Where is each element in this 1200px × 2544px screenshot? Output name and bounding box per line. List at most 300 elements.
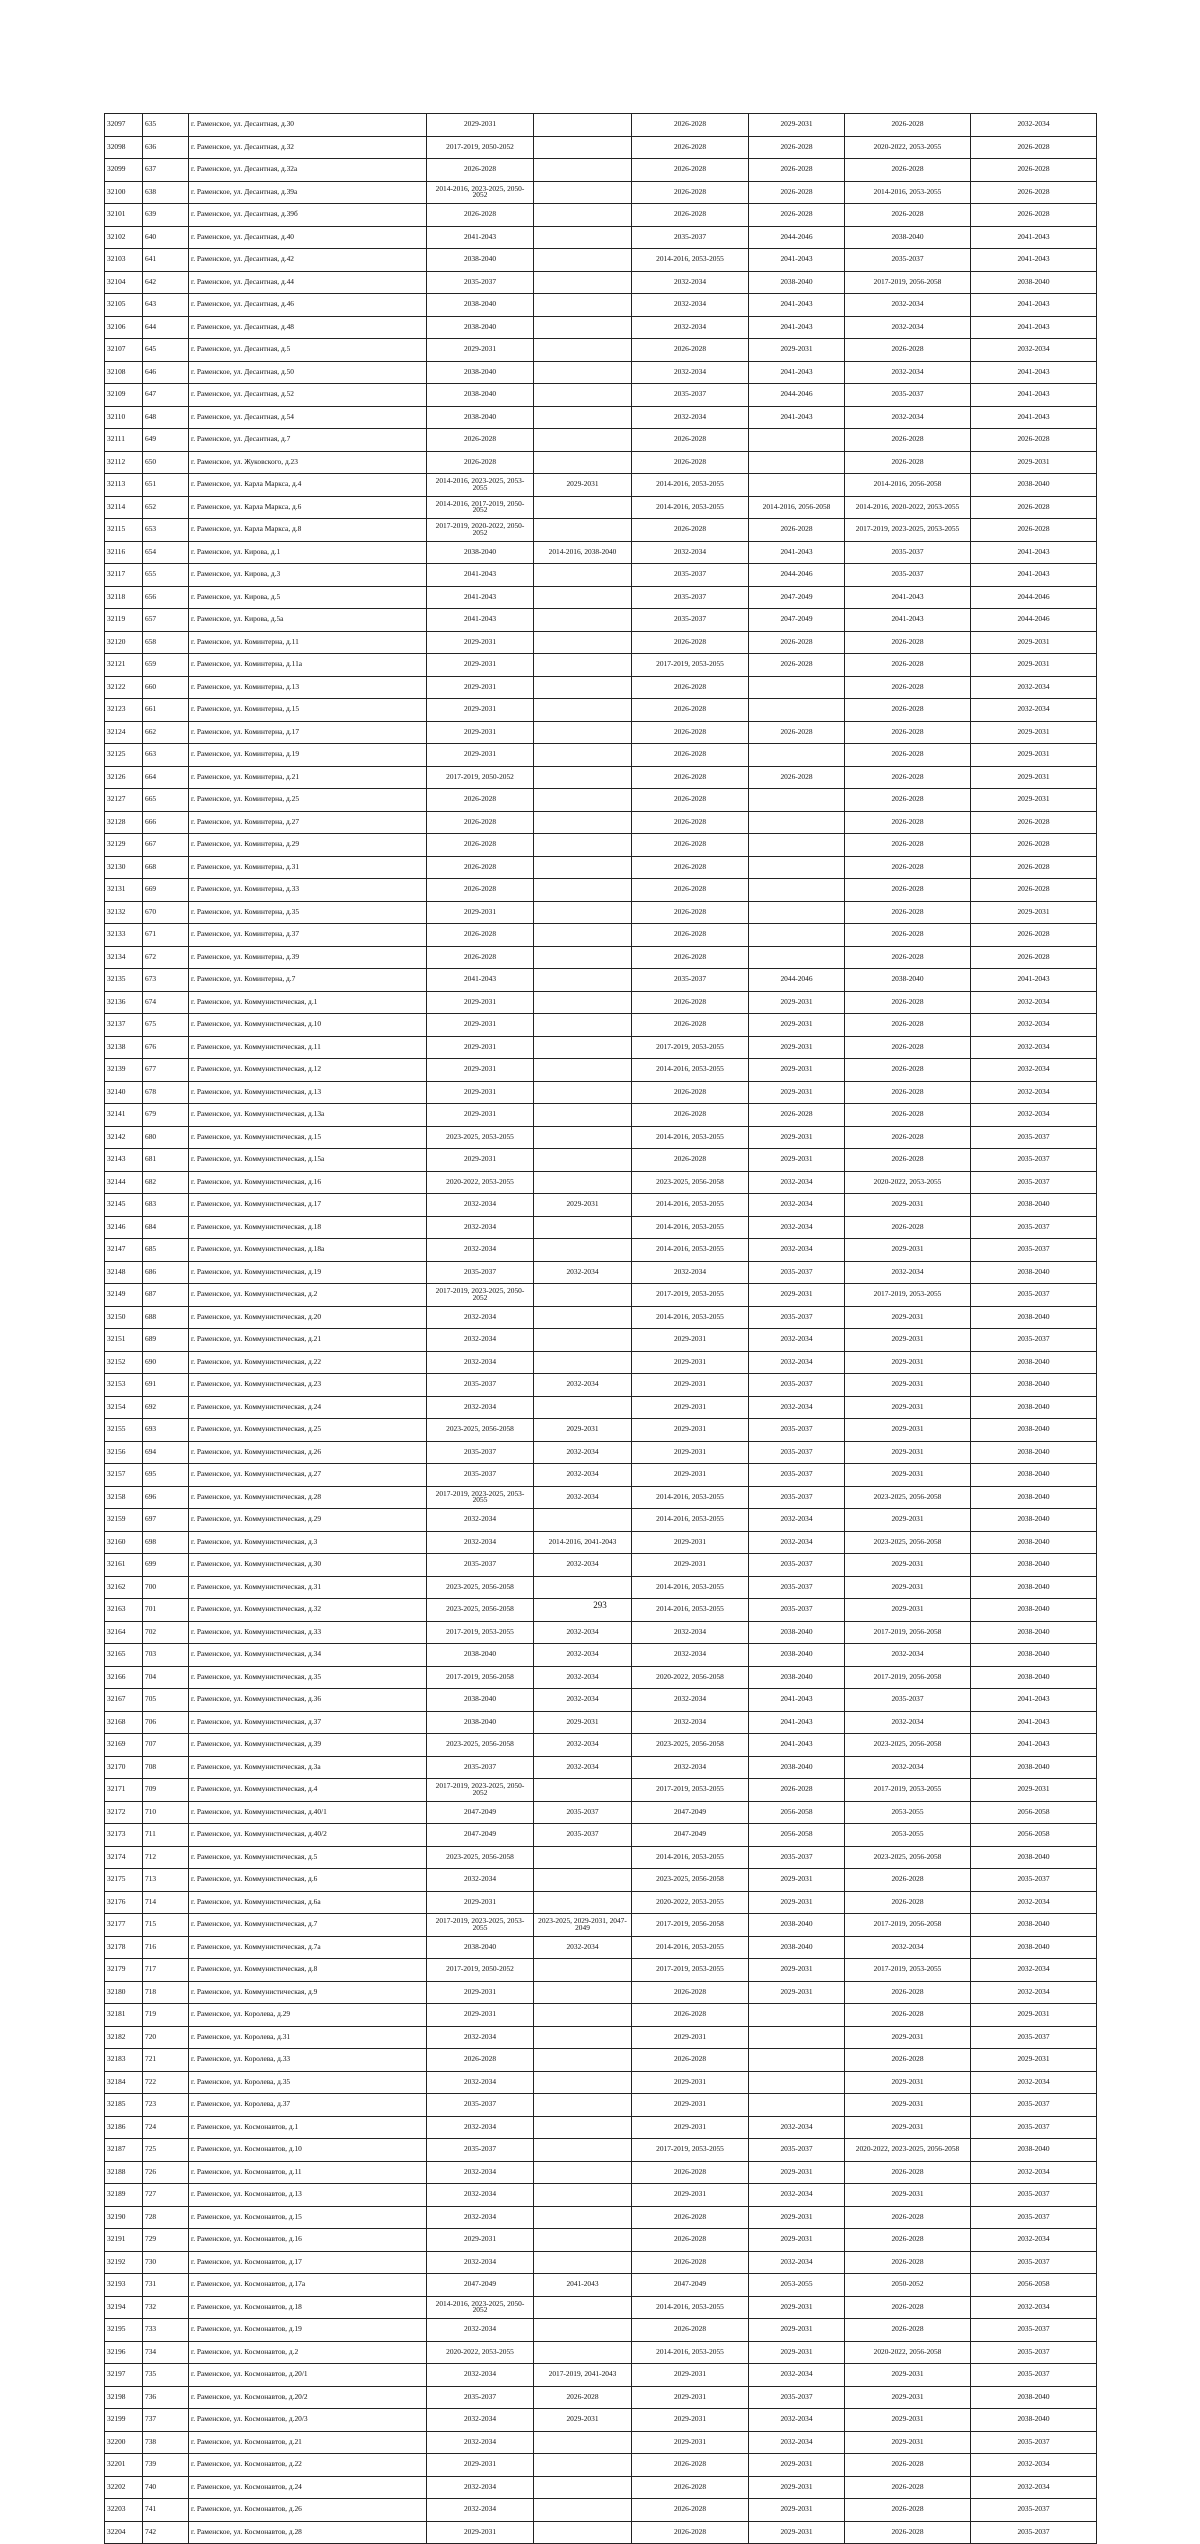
table-row (105, 519, 1097, 542)
period-4-cell: 2026-2028 (749, 631, 845, 654)
period-3-cell: 2029-2031 (632, 1396, 749, 1419)
address-cell: г. Раменское, ул. Космонавтов, д.20/3 (189, 2409, 427, 2432)
period-3-cell: 2026-2028 (632, 1104, 749, 1127)
table-row (105, 1824, 1097, 1847)
row-number-cell: 32110 (105, 406, 143, 429)
period-1-cell: 2038-2040 (427, 406, 534, 429)
table-row (105, 204, 1097, 227)
item-number-cell: 676 (143, 1036, 189, 1059)
period-3-cell: 2032-2034 (632, 406, 749, 429)
table-row (105, 969, 1097, 992)
table-row (105, 2026, 1097, 2049)
period-6-cell: 2035-2037 (971, 1869, 1097, 1892)
item-number-cell: 731 (143, 2274, 189, 2297)
item-number-cell: 682 (143, 1171, 189, 1194)
period-4-cell: 2029-2031 (749, 1036, 845, 1059)
period-3-cell: 2029-2031 (632, 2386, 749, 2409)
period-5-cell: 2029-2031 (845, 1576, 971, 1599)
row-number-cell: 32183 (105, 2049, 143, 2072)
item-number-cell: 665 (143, 789, 189, 812)
period-5-cell: 2020-2022, 2053-2055 (845, 1171, 971, 1194)
period-4-cell (749, 946, 845, 969)
period-4-cell: 2032-2034 (749, 1396, 845, 1419)
period-5-cell: 2032-2034 (845, 1261, 971, 1284)
period-6-cell: 2029-2031 (971, 789, 1097, 812)
row-number-cell: 32178 (105, 1936, 143, 1959)
period-4-cell: 2032-2034 (749, 2364, 845, 2387)
item-number-cell: 703 (143, 1644, 189, 1667)
period-3-cell: 2026-2028 (632, 631, 749, 654)
period-1-cell: 2029-2031 (427, 1081, 534, 1104)
period-5-cell: 2053-2055 (845, 1801, 971, 1824)
table-row (105, 1104, 1097, 1127)
period-3-cell: 2017-2019, 2053-2055 (632, 654, 749, 677)
period-3-cell: 2026-2028 (632, 2049, 749, 2072)
period-6-cell: 2032-2034 (971, 1014, 1097, 1037)
period-5-cell: 2026-2028 (845, 1869, 971, 1892)
period-6-cell: 2026-2028 (971, 429, 1097, 452)
period-2-cell: 2023-2025, 2029-2031, 2047-2049 (534, 1914, 632, 1937)
period-2-cell (534, 2116, 632, 2139)
table-row (105, 361, 1097, 384)
period-4-cell (749, 789, 845, 812)
period-2-cell (534, 159, 632, 182)
table-row (105, 271, 1097, 294)
period-4-cell: 2044-2046 (749, 969, 845, 992)
period-2-cell (534, 519, 632, 542)
table-row (105, 2229, 1097, 2252)
period-2-cell (534, 2521, 632, 2544)
item-number-cell: 678 (143, 1081, 189, 1104)
row-number-cell: 32142 (105, 1126, 143, 1149)
period-5-cell: 2023-2025, 2056-2058 (845, 1486, 971, 1509)
period-6-cell: 2035-2037 (971, 1216, 1097, 1239)
row-number-cell: 32191 (105, 2229, 143, 2252)
table-row (105, 676, 1097, 699)
period-2-cell: 2032-2034 (534, 1689, 632, 1712)
period-5-cell: 2026-2028 (845, 879, 971, 902)
period-4-cell: 2026-2028 (749, 654, 845, 677)
period-3-cell: 2047-2049 (632, 1824, 749, 1847)
period-3-cell: 2026-2028 (632, 2161, 749, 2184)
period-4-cell: 2038-2040 (749, 1644, 845, 1667)
item-number-cell: 713 (143, 1869, 189, 1892)
table-row (105, 2364, 1097, 2387)
period-3-cell: 2026-2028 (632, 2476, 749, 2499)
period-6-cell: 2035-2037 (971, 1329, 1097, 1352)
period-1-cell: 2047-2049 (427, 1801, 534, 1824)
period-3-cell: 2026-2028 (632, 159, 749, 182)
address-cell: г. Раменское, ул. Десантная, д.52 (189, 384, 427, 407)
period-6-cell: 2041-2043 (971, 294, 1097, 317)
period-2-cell (534, 654, 632, 677)
period-1-cell: 2017-2019, 2023-2025, 2053-2055 (427, 1486, 534, 1509)
period-1-cell: 2017-2019, 2023-2025, 2053-2055 (427, 1914, 534, 1937)
item-number-cell: 679 (143, 1104, 189, 1127)
period-5-cell: 2026-2028 (845, 1126, 971, 1149)
period-1-cell: 2032-2034 (427, 2184, 534, 2207)
table-body (105, 114, 1097, 2544)
period-4-cell (749, 676, 845, 699)
period-2-cell (534, 2071, 632, 2094)
item-number-cell: 673 (143, 969, 189, 992)
period-3-cell: 2026-2028 (632, 2004, 749, 2027)
period-5-cell: 2026-2028 (845, 1216, 971, 1239)
row-number-cell: 32188 (105, 2161, 143, 2184)
period-2-cell (534, 2476, 632, 2499)
period-3-cell: 2029-2031 (632, 2409, 749, 2432)
item-number-cell: 698 (143, 1531, 189, 1554)
period-4-cell (749, 834, 845, 857)
row-number-cell: 32146 (105, 1216, 143, 1239)
period-5-cell: 2026-2028 (845, 856, 971, 879)
table-row (105, 2071, 1097, 2094)
address-cell: г. Раменское, ул. Коммунистическая, д.34 (189, 1644, 427, 1667)
row-number-cell: 32135 (105, 969, 143, 992)
schedule-table (104, 113, 1097, 2544)
period-5-cell: 2029-2031 (845, 1194, 971, 1217)
table-row (105, 1239, 1097, 1262)
period-5-cell: 2029-2031 (845, 1599, 971, 1622)
address-cell: г. Раменское, ул. Космонавтов, д.1 (189, 2116, 427, 2139)
row-number-cell: 32182 (105, 2026, 143, 2049)
period-1-cell: 2038-2040 (427, 384, 534, 407)
period-1-cell: 2032-2034 (427, 1194, 534, 1217)
address-cell: г. Раменское, ул. Карла Маркса, д.4 (189, 474, 427, 497)
address-cell: г. Раменское, ул. Коммунистическая, д.7а (189, 1936, 427, 1959)
period-6-cell: 2026-2028 (971, 519, 1097, 542)
period-1-cell: 2029-2031 (427, 676, 534, 699)
address-cell: г. Раменское, ул. Коминтерна, д.31 (189, 856, 427, 879)
item-number-cell: 722 (143, 2071, 189, 2094)
address-cell: г. Раменское, ул. Космонавтов, д.24 (189, 2476, 427, 2499)
address-cell: г. Раменское, ул. Космонавтов, д.20/1 (189, 2364, 427, 2387)
table-row (105, 834, 1097, 857)
period-1-cell: 2035-2037 (427, 1374, 534, 1397)
item-number-cell: 727 (143, 2184, 189, 2207)
period-5-cell: 2026-2028 (845, 631, 971, 654)
period-2-cell (534, 2431, 632, 2454)
period-3-cell: 2023-2025, 2056-2058 (632, 1171, 749, 1194)
item-number-cell: 684 (143, 1216, 189, 1239)
table-row (105, 2004, 1097, 2027)
period-3-cell: 2035-2037 (632, 969, 749, 992)
period-1-cell: 2032-2034 (427, 2251, 534, 2274)
item-number-cell: 636 (143, 136, 189, 159)
table-row (105, 339, 1097, 362)
period-3-cell: 2035-2037 (632, 564, 749, 587)
address-cell: г. Раменское, ул. Коммунистическая, д.30 (189, 1554, 427, 1577)
period-3-cell: 2014-2016, 2053-2055 (632, 249, 749, 272)
address-cell: г. Раменское, ул. Коммунистическая, д.12 (189, 1059, 427, 1082)
address-cell: г. Раменское, ул. Десантная, д.32а (189, 159, 427, 182)
address-cell: г. Раменское, ул. Коммунистическая, д.10 (189, 1014, 427, 1037)
period-4-cell: 2014-2016, 2056-2058 (749, 496, 845, 519)
period-4-cell: 2029-2031 (749, 2499, 845, 2522)
row-number-cell: 32176 (105, 1891, 143, 1914)
period-3-cell: 2029-2031 (632, 2184, 749, 2207)
row-number-cell: 32098 (105, 136, 143, 159)
period-3-cell: 2026-2028 (632, 2454, 749, 2477)
address-cell: г. Раменское, ул. Десантная, д.39б (189, 204, 427, 227)
period-3-cell: 2029-2031 (632, 2071, 749, 2094)
table-row (105, 1419, 1097, 1442)
period-1-cell: 2032-2034 (427, 1869, 534, 1892)
address-cell: г. Раменское, ул. Коммунистическая, д.40/1 (189, 1801, 427, 1824)
period-2-cell (534, 721, 632, 744)
address-cell: г. Раменское, ул. Коммунистическая, д.9 (189, 1981, 427, 2004)
period-5-cell: 2026-2028 (845, 901, 971, 924)
table-row (105, 2206, 1097, 2229)
address-cell: г. Раменское, ул. Коммунистическая, д.27 (189, 1464, 427, 1487)
period-4-cell: 2029-2031 (749, 2319, 845, 2342)
period-6-cell: 2032-2034 (971, 1104, 1097, 1127)
period-2-cell (534, 699, 632, 722)
period-6-cell: 2032-2034 (971, 699, 1097, 722)
item-number-cell: 667 (143, 834, 189, 857)
period-2-cell (534, 429, 632, 452)
address-cell: г. Раменское, ул. Кирова, д.3 (189, 564, 427, 587)
row-number-cell: 32163 (105, 1599, 143, 1622)
period-6-cell: 2041-2043 (971, 1711, 1097, 1734)
period-2-cell: 2032-2034 (534, 1486, 632, 1509)
period-3-cell: 2029-2031 (632, 2116, 749, 2139)
period-5-cell: 2026-2028 (845, 654, 971, 677)
table-row (105, 1059, 1097, 1082)
row-number-cell: 32156 (105, 1441, 143, 1464)
period-2-cell (534, 2341, 632, 2364)
item-number-cell: 680 (143, 1126, 189, 1149)
row-number-cell: 32148 (105, 1261, 143, 1284)
row-number-cell: 32155 (105, 1419, 143, 1442)
period-2-cell (534, 114, 632, 137)
period-4-cell: 2026-2028 (749, 181, 845, 204)
period-1-cell: 2026-2028 (427, 924, 534, 947)
period-5-cell: 2017-2019, 2056-2058 (845, 1666, 971, 1689)
row-number-cell: 32124 (105, 721, 143, 744)
item-number-cell: 714 (143, 1891, 189, 1914)
table-row (105, 2274, 1097, 2297)
row-number-cell: 32128 (105, 811, 143, 834)
period-5-cell: 2029-2031 (845, 1554, 971, 1577)
table-row (105, 2184, 1097, 2207)
period-3-cell: 2017-2019, 2053-2055 (632, 1959, 749, 1982)
row-number-cell: 32151 (105, 1329, 143, 1352)
table-row (105, 2296, 1097, 2319)
address-cell: г. Раменское, ул. Космонавтов, д.11 (189, 2161, 427, 2184)
period-1-cell: 2026-2028 (427, 2049, 534, 2072)
address-cell: г. Раменское, ул. Коммунистическая, д.25 (189, 1419, 427, 1442)
address-cell: г. Раменское, ул. Десантная, д.5 (189, 339, 427, 362)
period-6-cell: 2038-2040 (971, 1306, 1097, 1329)
row-number-cell: 32174 (105, 1846, 143, 1869)
period-3-cell: 2032-2034 (632, 316, 749, 339)
table-row (105, 159, 1097, 182)
period-3-cell: 2026-2028 (632, 699, 749, 722)
period-4-cell: 2026-2028 (749, 766, 845, 789)
table-row (105, 1396, 1097, 1419)
period-1-cell: 2029-2031 (427, 901, 534, 924)
period-5-cell: 2032-2034 (845, 1644, 971, 1667)
item-number-cell: 691 (143, 1374, 189, 1397)
period-3-cell: 2026-2028 (632, 1081, 749, 1104)
address-cell: г. Раменское, ул. Коммунистическая, д.5 (189, 1846, 427, 1869)
table-row (105, 406, 1097, 429)
row-number-cell: 32167 (105, 1689, 143, 1712)
period-4-cell (749, 2071, 845, 2094)
period-5-cell: 2041-2043 (845, 609, 971, 632)
period-5-cell: 2020-2022, 2056-2058 (845, 2341, 971, 2364)
address-cell: г. Раменское, ул. Космонавтов, д.19 (189, 2319, 427, 2342)
period-5-cell: 2026-2028 (845, 1059, 971, 1082)
table-row (105, 1194, 1097, 1217)
table-row (105, 1959, 1097, 1982)
period-3-cell: 2014-2016, 2053-2055 (632, 1216, 749, 1239)
period-5-cell: 2026-2028 (845, 1891, 971, 1914)
period-1-cell: 2032-2034 (427, 2499, 534, 2522)
period-2-cell: 2029-2031 (534, 1194, 632, 1217)
period-3-cell: 2026-2028 (632, 339, 749, 362)
address-cell: г. Раменское, ул. Коммунистическая, д.11 (189, 1036, 427, 1059)
period-3-cell: 2032-2034 (632, 1756, 749, 1779)
item-number-cell: 716 (143, 1936, 189, 1959)
period-3-cell: 2020-2022, 2053-2055 (632, 1891, 749, 1914)
period-5-cell: 2026-2028 (845, 451, 971, 474)
period-4-cell: 2026-2028 (749, 1104, 845, 1127)
period-5-cell: 2026-2028 (845, 2521, 971, 2544)
address-cell: г. Раменское, ул. Коммунистическая, д.18а (189, 1239, 427, 1262)
address-cell: г. Раменское, ул. Десантная, д.39а (189, 181, 427, 204)
period-5-cell: 2026-2028 (845, 2251, 971, 2274)
period-1-cell: 2017-2019, 2050-2052 (427, 766, 534, 789)
period-4-cell: 2047-2049 (749, 586, 845, 609)
period-1-cell: 2029-2031 (427, 699, 534, 722)
period-5-cell: 2017-2019, 2023-2025, 2053-2055 (845, 519, 971, 542)
period-1-cell: 2029-2031 (427, 654, 534, 677)
period-6-cell: 2026-2028 (971, 924, 1097, 947)
period-2-cell (534, 2296, 632, 2319)
row-number-cell: 32136 (105, 991, 143, 1014)
address-cell: г. Раменское, ул. Коммунистическая, д.20 (189, 1306, 427, 1329)
table-row (105, 1711, 1097, 1734)
period-6-cell: 2035-2037 (971, 2251, 1097, 2274)
period-4-cell: 2026-2028 (749, 159, 845, 182)
period-2-cell: 2032-2034 (534, 1464, 632, 1487)
item-number-cell: 718 (143, 1981, 189, 2004)
period-2-cell (534, 969, 632, 992)
period-2-cell (534, 1284, 632, 1307)
table-row (105, 1644, 1097, 1667)
row-number-cell: 32140 (105, 1081, 143, 1104)
period-3-cell: 2029-2031 (632, 1554, 749, 1577)
item-number-cell: 726 (143, 2161, 189, 2184)
period-3-cell: 2026-2028 (632, 204, 749, 227)
period-4-cell: 2029-2031 (749, 2296, 845, 2319)
period-1-cell: 2035-2037 (427, 2094, 534, 2117)
period-5-cell: 2029-2031 (845, 1441, 971, 1464)
period-4-cell: 2029-2031 (749, 1981, 845, 2004)
period-4-cell: 2032-2034 (749, 1171, 845, 1194)
period-6-cell: 2038-2040 (971, 1846, 1097, 1869)
period-4-cell: 2056-2058 (749, 1801, 845, 1824)
period-2-cell: 2035-2037 (534, 1824, 632, 1847)
period-3-cell: 2047-2049 (632, 2274, 749, 2297)
period-3-cell: 2014-2016, 2053-2055 (632, 1239, 749, 1262)
period-2-cell (534, 1981, 632, 2004)
row-number-cell: 32179 (105, 1959, 143, 1982)
item-number-cell: 738 (143, 2431, 189, 2454)
address-cell: г. Раменское, ул. Коммунистическая, д.40/2 (189, 1824, 427, 1847)
row-number-cell: 32145 (105, 1194, 143, 1217)
period-5-cell: 2041-2043 (845, 586, 971, 609)
period-1-cell: 2014-2016, 2023-2025, 2053-2055 (427, 474, 534, 497)
row-number-cell: 32172 (105, 1801, 143, 1824)
table-row (105, 586, 1097, 609)
item-number-cell: 638 (143, 181, 189, 204)
address-cell: г. Раменское, ул. Коммунистическая, д.13а (189, 1104, 427, 1127)
period-1-cell: 2041-2043 (427, 586, 534, 609)
period-2-cell: 2032-2034 (534, 1374, 632, 1397)
address-cell: г. Раменское, ул. Космонавтов, д.18 (189, 2296, 427, 2319)
row-number-cell: 32152 (105, 1351, 143, 1374)
period-5-cell: 2017-2019, 2053-2055 (845, 1959, 971, 1982)
period-2-cell: 2029-2031 (534, 474, 632, 497)
address-cell: г. Раменское, ул. Коминтерна, д.21 (189, 766, 427, 789)
item-number-cell: 664 (143, 766, 189, 789)
item-number-cell: 639 (143, 204, 189, 227)
row-number-cell: 32106 (105, 316, 143, 339)
period-1-cell: 2017-2019, 2056-2058 (427, 1666, 534, 1689)
period-6-cell: 2038-2040 (971, 2409, 1097, 2432)
period-2-cell (534, 879, 632, 902)
table-row (105, 541, 1097, 564)
period-6-cell: 2038-2040 (971, 1756, 1097, 1779)
item-number-cell: 692 (143, 1396, 189, 1419)
period-6-cell: 2032-2034 (971, 2161, 1097, 2184)
period-2-cell (534, 1869, 632, 1892)
period-4-cell: 2029-2031 (749, 991, 845, 1014)
item-number-cell: 644 (143, 316, 189, 339)
table-row (105, 1576, 1097, 1599)
item-number-cell: 712 (143, 1846, 189, 1869)
period-3-cell: 2026-2028 (632, 879, 749, 902)
period-1-cell: 2029-2031 (427, 114, 534, 137)
period-1-cell: 2026-2028 (427, 451, 534, 474)
period-6-cell: 2032-2034 (971, 1959, 1097, 1982)
period-3-cell: 2014-2016, 2053-2055 (632, 1486, 749, 1509)
item-number-cell: 685 (143, 1239, 189, 1262)
period-5-cell: 2026-2028 (845, 2499, 971, 2522)
row-number-cell: 32101 (105, 204, 143, 227)
period-2-cell (534, 271, 632, 294)
table-row (105, 991, 1097, 1014)
period-4-cell: 2041-2043 (749, 294, 845, 317)
period-2-cell: 2032-2034 (534, 1756, 632, 1779)
item-number-cell: 690 (143, 1351, 189, 1374)
period-5-cell: 2014-2016, 2056-2058 (845, 474, 971, 497)
address-cell: г. Раменское, ул. Коммунистическая, д.26 (189, 1441, 427, 1464)
period-2-cell (534, 586, 632, 609)
period-2-cell (534, 946, 632, 969)
address-cell: г. Раменское, ул. Коммунистическая, д.16 (189, 1171, 427, 1194)
period-2-cell: 2032-2034 (534, 1666, 632, 1689)
period-6-cell: 2026-2028 (971, 811, 1097, 834)
period-2-cell (534, 1351, 632, 1374)
period-3-cell: 2026-2028 (632, 676, 749, 699)
period-4-cell: 2029-2031 (749, 114, 845, 137)
table-row (105, 1734, 1097, 1757)
period-4-cell: 2026-2028 (749, 519, 845, 542)
